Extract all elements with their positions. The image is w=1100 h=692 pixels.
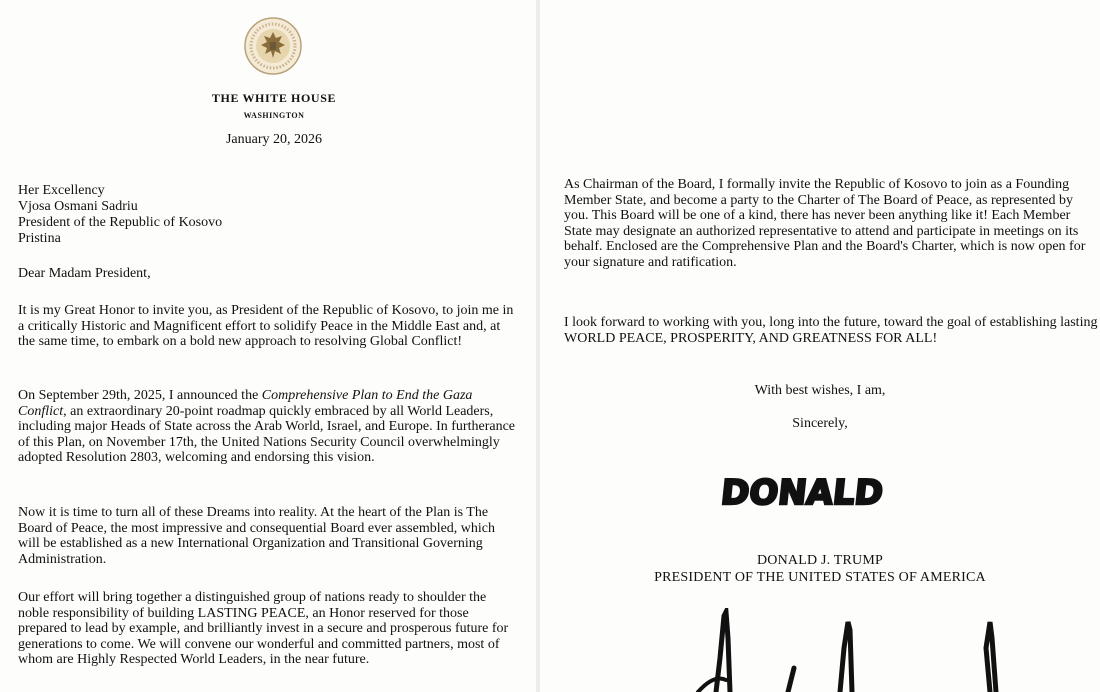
- signer-name: DONALD J. TRUMP: [756, 553, 884, 568]
- letter-page-right: [540, 0, 1100, 692]
- letter-date: January 20, 2026: [225, 132, 323, 147]
- signature-icon: [690, 608, 1020, 692]
- plan-title-italic: Comprehensive Plan to End the Gaza Conflict: [18, 388, 473, 419]
- letterhead-subtitle: WASHINGTON: [243, 111, 305, 120]
- recipient-line: Vjosa Osmani Sadriu: [18, 199, 138, 214]
- body-paragraph: As Chairman of the Board, I formally invite the Republic of Kosovo to join as a Founding Member State, and become a party to the Charter of The Board of Peace, as represented by you. This Board will be one of a kind, there has never been anything like it! Each Member State may designate an authorized representative to attend and participate in meetings on its behalf. Enclosed are the Comprehensive Plan and the Board's Charter, which is now open for your signature and ratification.: [564, 177, 1086, 270]
- body-paragraph: Our effort will bring together a distinguished group of nations ready to shoulder the noble responsibility of building LASTING PEACE, an Honor reserved for those prepared to lead by example, and brilliantly invest in a secure and prosperous future for generations to come. We will convene our wonderful and committed partners, most of whom are Highly Respected World Leaders, in the near future.: [18, 590, 509, 668]
- body-paragraph: [18, 388, 518, 466]
- closing-sincerely: Sincerely,: [792, 416, 848, 431]
- body-paragraph: I look forward to working with you, long into the future, toward the goal of establishing lasting WORLD PEACE, PROSPERITY, AND GREATNESS FOR ALL!: [564, 315, 1098, 346]
- recipient-line: President of the Republic of Kosovo: [18, 215, 223, 230]
- recipient-line: Pristina: [18, 231, 61, 246]
- presidential-seal-icon: [243, 16, 303, 76]
- salutation: Dear Madam President,: [18, 266, 151, 281]
- paragraph-text: , an extraordinary 20-point roadmap quickly embraced by all World Leaders, including major Heads of State across the Arab World, Israel, and Europe. In furtherance of this Plan, on November 17th, the United Nations Security Council overwhelmingly adopted Resolution 2803, welcoming and endorsing this vision.: [18, 403, 515, 466]
- body-paragraph: It is my Great Honor to invite you, as President of the Republic of Kosovo, to join me in a critically Historic and Magnificent effort to solidify Peace in the Middle East and, at the same time, to embark on a bold new approach to resolving Global Conflict!: [18, 303, 514, 350]
- paragraph-text: On September 29th, 2025, I announced the: [18, 388, 262, 403]
- letterhead-title: THE WHITE HOUSE: [211, 91, 337, 105]
- signer-title: PRESIDENT OF THE UNITED STATES OF AMERICA: [654, 570, 986, 585]
- closing-wishes: With best wishes, I am,: [754, 383, 886, 398]
- letter-page-left: [0, 0, 536, 692]
- body-paragraph: Now it is time to turn all of these Dreams into reality. At the heart of the Plan is The Board of Peace, the most impressive and consequential Board ever assembled, which will be established as a new International Organization and Transitional Governing Administration.: [18, 505, 496, 567]
- handwritten-name: DONALD: [719, 473, 885, 513]
- recipient-address: [18, 183, 222, 247]
- handwritten-name-icon: [718, 466, 918, 514]
- recipient-line: Her Excellency: [18, 183, 105, 198]
